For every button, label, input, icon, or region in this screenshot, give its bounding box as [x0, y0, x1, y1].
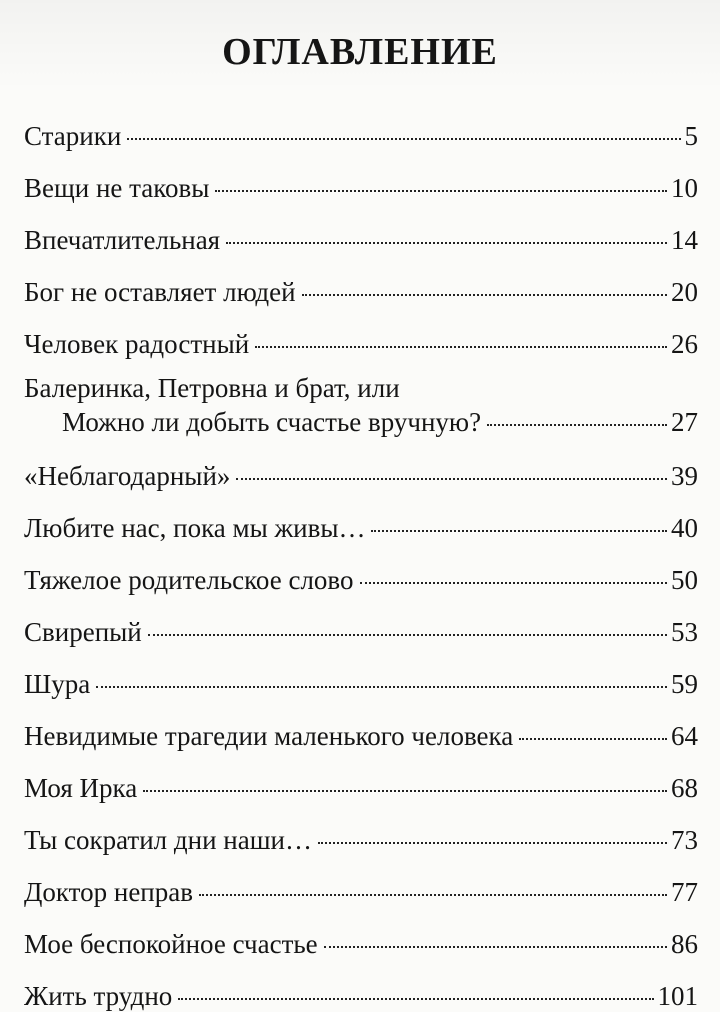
dot-leader	[371, 530, 667, 532]
toc-entry-page: 20	[671, 277, 698, 307]
toc-entry-title: Впечатлительная	[24, 225, 221, 255]
toc-entry-page: 50	[671, 565, 698, 595]
toc-entry-page: 64	[671, 721, 698, 751]
toc-entry-page: 59	[671, 669, 698, 699]
toc-entry-page: 77	[671, 877, 698, 907]
toc-entry-page: 39	[671, 461, 698, 491]
toc-entry	[62, 406, 698, 438]
toc-entry-page: 27	[671, 407, 698, 437]
page-title: ОГЛАВЛЕНИЕ	[222, 31, 498, 73]
toc-entry-title: Старики	[24, 121, 122, 151]
toc-entry-title: Моя Ирка	[24, 773, 138, 803]
toc-entry-title: Ты сократил дни наши…	[24, 825, 312, 855]
dot-leader	[143, 790, 667, 792]
toc-entry-title: Доктор неправ	[24, 877, 193, 907]
toc-entry-title: Тяжелое родительское слово	[24, 565, 354, 595]
toc-entry-title: Жить трудно	[24, 981, 173, 1011]
dot-leader	[215, 190, 667, 192]
toc-entry-page: 101	[657, 981, 698, 1011]
toc-entry	[24, 564, 698, 596]
toc-entry	[24, 224, 698, 256]
toc-entry	[24, 276, 698, 308]
dot-leader	[199, 894, 667, 896]
dot-leader	[178, 998, 653, 1000]
toc-entry	[24, 616, 698, 648]
toc-entry	[24, 512, 698, 544]
toc-entry-page: 14	[671, 225, 698, 255]
dot-leader	[519, 738, 667, 740]
toc-entry	[24, 876, 698, 908]
toc-entry-title: Любите нас, пока мы живы…	[24, 513, 366, 543]
toc-entry-title: Можно ли добыть счастье вручную?	[62, 407, 482, 437]
toc-entry	[24, 172, 698, 204]
toc-entry-title: «Неблагодарный»	[24, 461, 231, 491]
toc-entry-page: 86	[671, 929, 698, 959]
toc-entry-title: Вещи не таковы	[24, 173, 210, 203]
toc-entry-title: Шура	[24, 669, 91, 699]
toc-entry	[24, 772, 698, 804]
toc-entry-title: Невидимые трагедии маленького человека	[24, 721, 514, 751]
toc-entry	[24, 980, 698, 1012]
toc-entry	[24, 120, 698, 152]
toc-entry-title: Человек радостный	[24, 329, 250, 359]
dot-leader	[148, 634, 667, 636]
dot-leader	[360, 582, 668, 584]
toc-entry-page: 10	[671, 173, 698, 203]
dot-leader	[318, 842, 667, 844]
toc-entry-page: 40	[671, 513, 698, 543]
toc-entry-page: 68	[671, 773, 698, 803]
toc-entry	[24, 824, 698, 856]
dot-leader	[255, 346, 667, 348]
dot-leader	[324, 946, 667, 948]
toc-entry	[24, 668, 698, 700]
toc-entry-title: Бог не оставляет людей	[24, 277, 296, 307]
dot-leader	[236, 478, 667, 480]
toc-entry	[24, 460, 698, 492]
toc-entry-page: 73	[671, 825, 698, 855]
toc-entry-page: 5	[684, 121, 698, 151]
toc-entry-title: Мое беспокойное счастье	[24, 929, 318, 959]
dot-leader	[487, 424, 667, 426]
toc-entry	[24, 928, 698, 960]
toc-entry	[24, 328, 698, 360]
dot-leader	[127, 138, 680, 140]
dot-leader	[96, 686, 667, 688]
toc-entry-title: Свирепый	[24, 617, 142, 647]
toc-entry-page: 53	[671, 617, 698, 647]
dot-leader	[226, 242, 667, 244]
dot-leader	[302, 294, 667, 296]
toc-entry-title-line1: Балеринка, Петровна и брат, или	[24, 373, 400, 403]
toc-entry-page: 26	[671, 329, 698, 359]
toc-entry	[24, 720, 698, 752]
